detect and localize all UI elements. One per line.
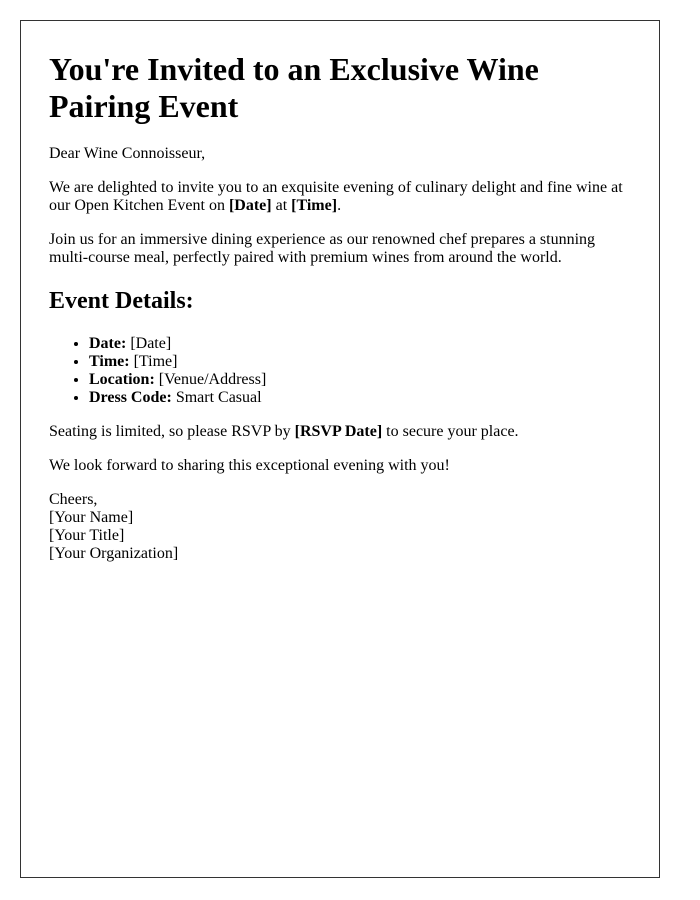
event-details-heading: Event Details: bbox=[49, 288, 194, 314]
detail-value: [Venue/Address] bbox=[154, 371, 267, 388]
closing-paragraph: We look forward to sharing this exceptional evening with you! bbox=[49, 457, 450, 474]
detail-item-location bbox=[89, 371, 631, 389]
sender-organization: [Your Organization] bbox=[49, 545, 179, 562]
letter-title: You're Invited to an Exclusive Wine Pairing Event bbox=[49, 51, 539, 124]
intro-paragraph bbox=[49, 179, 631, 215]
rsvp-date: [RSVP Date] bbox=[294, 423, 383, 440]
detail-item-dress-code bbox=[89, 389, 631, 407]
intro-time: [Time] bbox=[291, 197, 338, 214]
signoff: Cheers, bbox=[49, 491, 98, 508]
signature-block bbox=[49, 491, 631, 563]
rsvp-text-after: to secure your place. bbox=[382, 423, 519, 440]
intro-text-before: We are delighted to invite you to an exquisite evening of culinary delight and fine wine at our Open Kitchen Event on bbox=[49, 179, 623, 214]
intro-text-between: at bbox=[271, 197, 292, 214]
intro-date: [Date] bbox=[228, 197, 272, 214]
event-details-list bbox=[49, 335, 631, 407]
detail-label: Time: bbox=[89, 353, 130, 370]
detail-value: Smart Casual bbox=[171, 389, 262, 406]
detail-item-date bbox=[89, 335, 631, 353]
detail-label: Dress Code: bbox=[89, 389, 172, 406]
detail-value: [Date] bbox=[126, 335, 172, 352]
intro-text-after: . bbox=[337, 197, 342, 214]
detail-item-time bbox=[89, 353, 631, 371]
description-paragraph: Join us for an immersive dining experience as our renowned chef prepares a stunning multi-course meal, perfectly paired with premium wines from around the world. bbox=[49, 231, 596, 266]
detail-value: [Time] bbox=[129, 353, 178, 370]
rsvp-text-before: Seating is limited, so please RSVP by bbox=[49, 423, 295, 440]
invitation-letter bbox=[20, 20, 660, 878]
greeting: Dear Wine Connoisseur, bbox=[49, 145, 206, 162]
detail-label: Location: bbox=[89, 371, 155, 388]
sender-name: [Your Name] bbox=[49, 509, 134, 526]
sender-title: [Your Title] bbox=[49, 527, 125, 544]
detail-label: Date: bbox=[89, 335, 127, 352]
rsvp-paragraph bbox=[49, 423, 631, 441]
